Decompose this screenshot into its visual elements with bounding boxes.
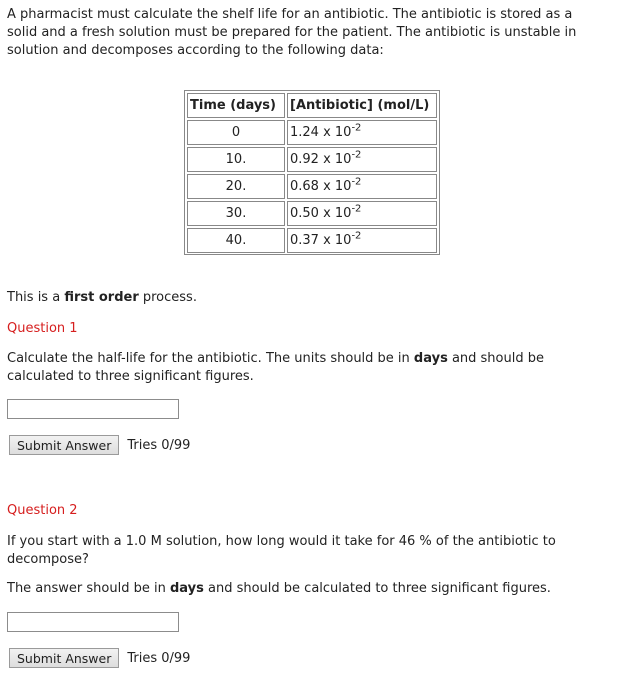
intro-paragraph: A pharmacist must calculate the shelf life for an antibiotic. The antibiotic is stored as a solid and a fresh solution must be prepared for the patient. The antibiotic is unstable in solution and decomposes according to the following data: [7, 7, 577, 58]
question-1-heading: Question 1 [7, 321, 78, 336]
question-1-text-after: and should be calculated to three significant figures. [7, 351, 544, 384]
question-2-units-after: and should be calculated to three significant figures. [203, 581, 551, 596]
table-row [187, 174, 437, 199]
concentration-cell [287, 147, 437, 172]
question-2-answer-input[interactable] [7, 612, 179, 632]
table-row [187, 228, 437, 253]
time-cell: 30. [187, 201, 285, 226]
table-row [187, 147, 437, 172]
order-note [7, 289, 197, 307]
question-1-text [7, 350, 587, 386]
concentration-cell [287, 201, 437, 226]
concentration-column-header: [Antibiotic] (mol/L) [287, 93, 437, 118]
data-table [184, 90, 440, 255]
question-1-answer-input[interactable] [7, 399, 179, 419]
order-note-suffix: process. [138, 290, 197, 305]
time-column-header: Time (days) [187, 93, 285, 118]
table-header-row [187, 93, 437, 118]
table-row [187, 120, 437, 145]
question-1-submit-row [9, 435, 190, 455]
question-1-text-before: Calculate the half-life for the antibiotic. The units should be in [7, 351, 414, 366]
decomposition-table [185, 91, 439, 255]
concentration-mantissa: 0.68 x 10 [290, 179, 352, 194]
concentration-mantissa: 0.92 x 10 [290, 152, 352, 167]
time-cell: 0 [187, 120, 285, 145]
question-1-units: days [413, 351, 448, 366]
question-2-heading: Question 2 [7, 503, 78, 518]
concentration-exponent: -2 [351, 230, 362, 242]
question-2-submit-button[interactable]: Submit Answer [9, 648, 119, 668]
question-2-submit-row [9, 648, 190, 668]
concentration-exponent: -2 [351, 122, 362, 134]
concentration-mantissa: 0.37 x 10 [290, 233, 352, 248]
question-1-tries: Tries 0/99 [127, 437, 191, 453]
question-2-text: If you start with a 1.0 M solution, how long would it take for 46 % of the antibiotic to decompose? [7, 534, 556, 567]
concentration-cell [287, 120, 437, 145]
concentration-cell [287, 228, 437, 253]
question-2-units-before: The answer should be in [7, 581, 170, 596]
concentration-exponent: -2 [351, 176, 362, 188]
time-cell: 40. [187, 228, 285, 253]
table-row [187, 201, 437, 226]
concentration-exponent: -2 [351, 203, 362, 215]
concentration-mantissa: 0.50 x 10 [290, 206, 352, 221]
order-note-emphasis: first order [64, 290, 139, 305]
question-2-units: days [169, 581, 204, 596]
question-2-units-instruction [7, 580, 551, 598]
order-note-prefix: This is a [7, 290, 65, 305]
concentration-exponent: -2 [351, 149, 362, 161]
question-2-tries: Tries 0/99 [127, 650, 191, 666]
time-cell: 20. [187, 174, 285, 199]
concentration-cell [287, 174, 437, 199]
question-1-submit-button[interactable]: Submit Answer [9, 435, 119, 455]
concentration-mantissa: 1.24 x 10 [290, 125, 352, 140]
time-cell: 10. [187, 147, 285, 172]
